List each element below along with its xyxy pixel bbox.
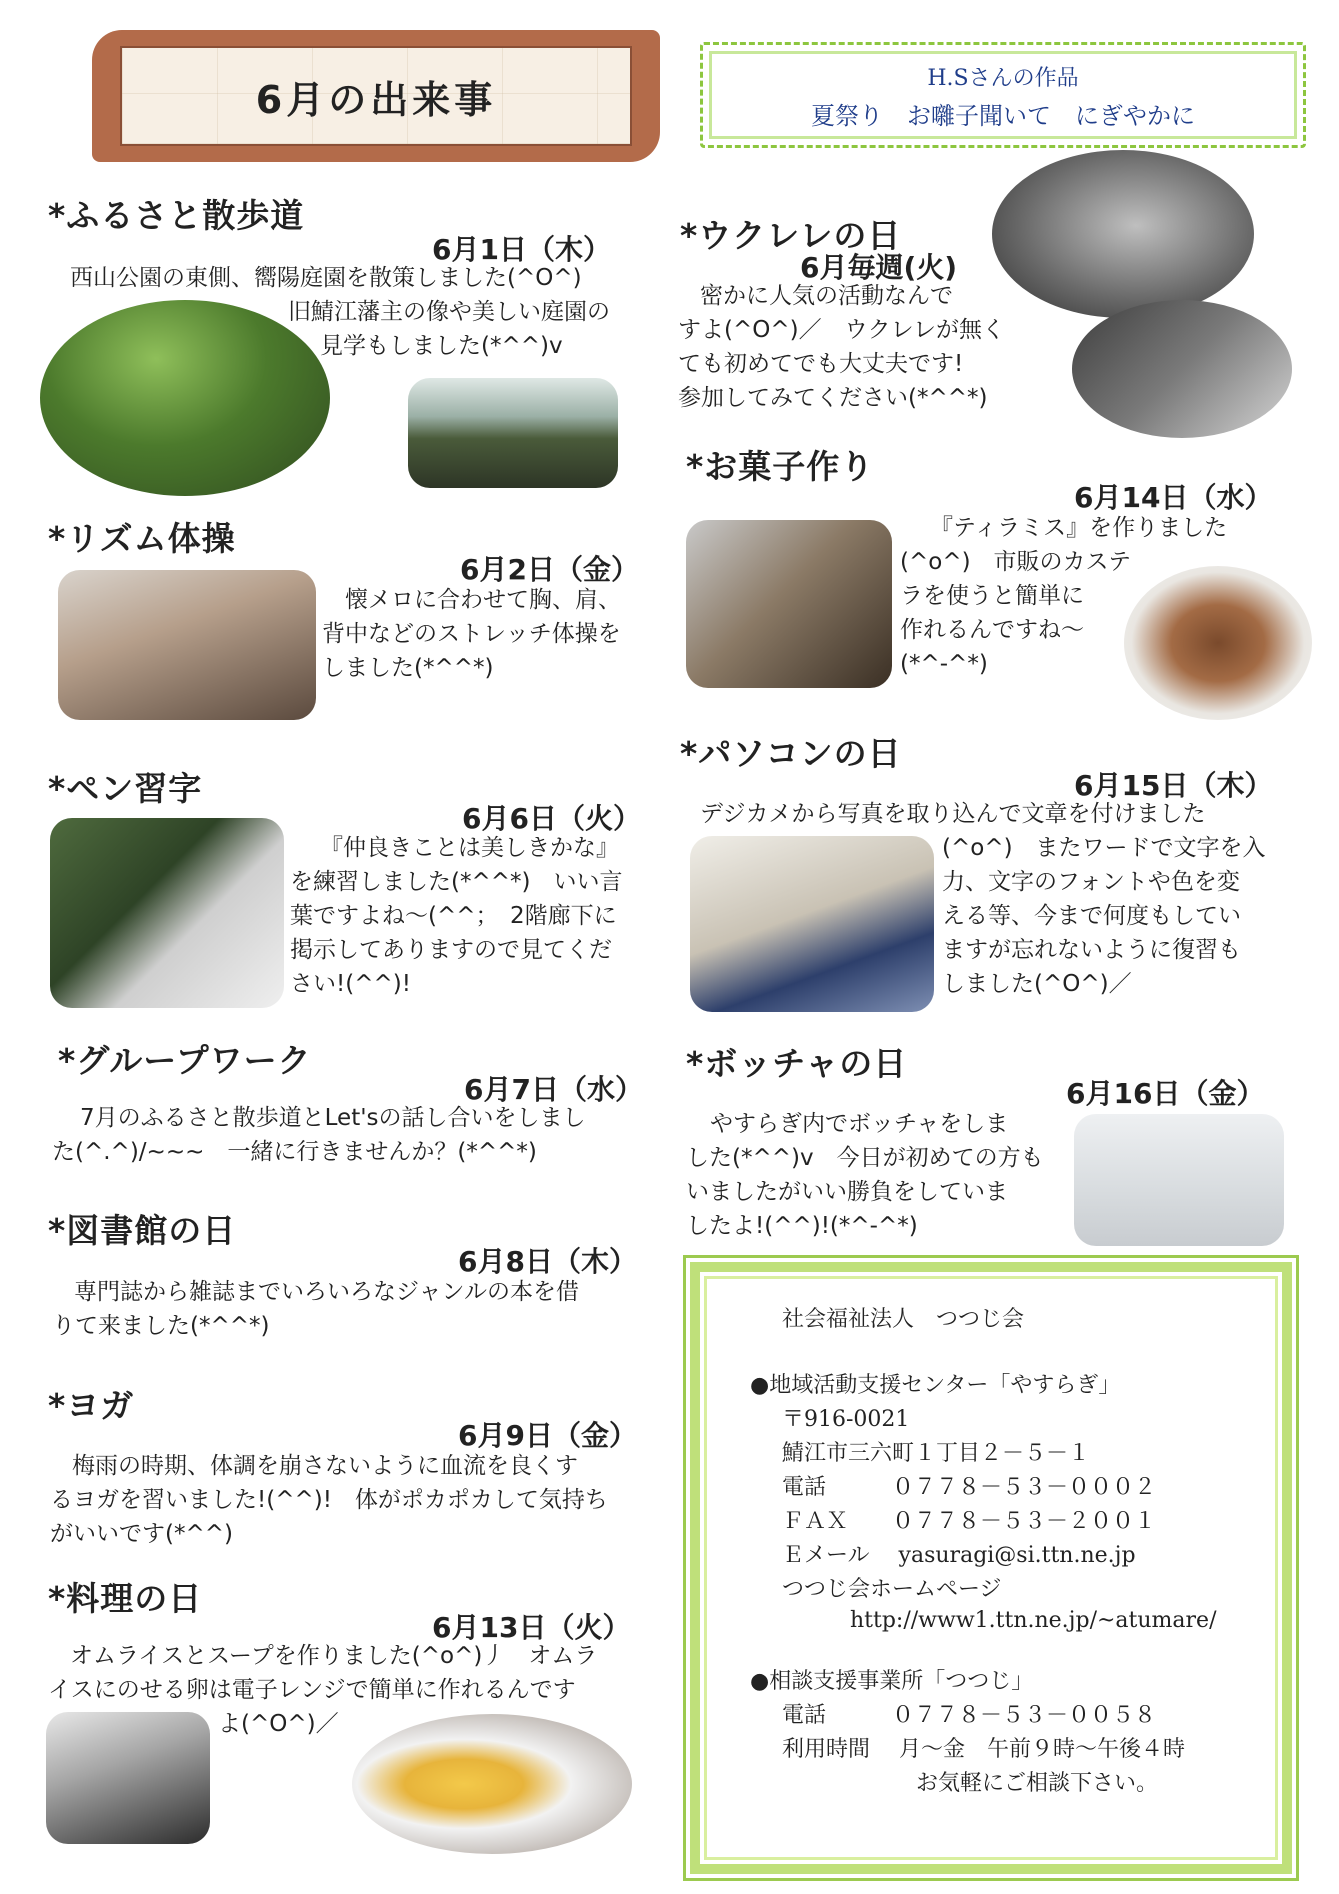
furusato-date: 6月1日（木） xyxy=(432,233,611,266)
contact-address: 鯖江市三六町１丁目２－５－１ xyxy=(782,1441,1091,1466)
group-title: *グループワーク xyxy=(58,1041,312,1080)
cooking-line2: イスにのせる卵は電子レンジで簡単に作れるんです xyxy=(48,1677,576,1703)
ukulele-line3: ても初めてでも大丈夫です! xyxy=(678,351,964,377)
contact-email[interactable]: Ｅメール yasuragi@si.ttn.ne.jp xyxy=(782,1543,1136,1568)
pen-date: 6月6日（火） xyxy=(462,802,641,835)
park-photo xyxy=(40,300,330,496)
pc-line4: える等、今まで何度もしてい xyxy=(942,903,1241,929)
contact-hp-url[interactable]: http://www1.ttn.ne.jp/~atumare/ xyxy=(850,1608,1217,1633)
furusato-line1: 西山公園の東側、嚮陽庭園を散策しました(^O^) xyxy=(70,265,582,291)
ukulele-line2: すよ(^O^)／ ウクレレが無く xyxy=(678,317,1006,343)
pc-date: 6月15日（木） xyxy=(1074,769,1273,802)
yoga-line3: がいいです(*^^) xyxy=(50,1521,233,1547)
poem-box xyxy=(700,42,1306,148)
boccia-line2: した(*^^)v 今日が初めての方も xyxy=(686,1145,1044,1171)
contact-box xyxy=(690,1262,1292,1874)
furusato-line2: 旧鯖江藩主の像や美しい庭園の xyxy=(288,299,610,325)
ukulele-title: *ウクレレの日 xyxy=(680,216,902,255)
contact-note: お気軽にご相談下さい。 xyxy=(916,1771,1159,1796)
pen-photo xyxy=(50,818,284,1008)
cooking-line3: よ(^O^)／ xyxy=(218,1711,339,1737)
yoga-line1: 梅雨の時期、体調を崩さないように血流を良くす xyxy=(72,1453,578,1479)
pc-title: *パソコンの日 xyxy=(680,734,902,773)
pc-line6: しました(^O^)／ xyxy=(942,971,1132,997)
rhythm-date: 6月2日（金） xyxy=(460,553,639,586)
sweets-date: 6月14日（水） xyxy=(1074,481,1273,514)
contact-hours: 利用時間 月～金 午前９時～午後４時 xyxy=(782,1737,1185,1762)
rhythm-photo xyxy=(58,570,316,720)
ukulele-photo-1 xyxy=(992,150,1254,318)
contact-org: 社会福祉法人 つつじ会 xyxy=(782,1307,1025,1332)
cooking-line1: オムライスとスープを作りました(^o^)丿 オムラ xyxy=(70,1643,598,1669)
pen-line2: を練習しました(*^^*) いい言 xyxy=(290,869,623,895)
sweets-line1: 『ティラミス』を作りました xyxy=(930,515,1228,541)
library-line1: 専門誌から雑誌までいろいろなジャンルの本を借 xyxy=(74,1279,579,1305)
boccia-date: 6月16日（金） xyxy=(1066,1077,1265,1110)
rhythm-line2: 背中などのストレッチ体操を xyxy=(322,621,621,647)
furusato-line3: 見学もしました(*^^)v xyxy=(320,333,563,359)
page-title: 6月の出来事 xyxy=(255,77,497,122)
sweets-line4: 作れるんですね～ xyxy=(900,617,1084,643)
ukulele-photo-2 xyxy=(1072,300,1292,438)
library-line2: りて来ました(*^^*) xyxy=(52,1313,270,1339)
rhythm-title: *リズム体操 xyxy=(48,519,236,558)
sweets-photo xyxy=(686,520,892,688)
library-title: *図書館の日 xyxy=(48,1211,237,1250)
contact-center: ●地域活動支援センター「やすらぎ」 xyxy=(750,1373,1121,1398)
ukulele-date: 6月毎週(火) xyxy=(800,251,958,284)
boccia-line4: したよ!(^^)!(*^-^*) xyxy=(686,1213,918,1239)
pen-line4: 掲示してありますので見てくだ xyxy=(290,937,612,963)
pen-line5: さい!(^^)! xyxy=(290,971,411,997)
pc-line2: (^o^) またワードで文字を入 xyxy=(942,835,1266,861)
cooking-date: 6月13日（火） xyxy=(432,1611,631,1644)
title-banner xyxy=(92,30,660,162)
group-line2: た(^.^)/~~~ 一緒に行きませんか？(*^^*) xyxy=(52,1139,537,1165)
furusato-title: *ふるさと散歩道 xyxy=(48,196,305,235)
ukulele-line4: 参加してみてください(*^^*) xyxy=(678,385,988,411)
rhythm-line3: しました(*^^*) xyxy=(322,655,494,681)
contact-fax: ＦＡＸ ０７７８－５３－２００１ xyxy=(782,1509,1157,1534)
pen-title: *ペン習字 xyxy=(48,769,203,808)
path-photo xyxy=(408,378,618,488)
contact-hp-label: つつじ会ホームページ xyxy=(782,1577,1002,1602)
pc-line1: デジカメから写真を取り込んで文章を付けました xyxy=(700,801,1206,827)
contact-tel: 電話 ０７７８－５３－０００２ xyxy=(782,1475,1157,1500)
rhythm-line1: 懐メロに合わせて胸、肩、 xyxy=(345,587,621,613)
sweets-line5: (*^-^*) xyxy=(900,651,988,677)
pen-line3: 葉ですよね～(^^； 2階廊下に xyxy=(290,903,617,929)
boccia-photo xyxy=(1074,1114,1284,1246)
group-date: 6月7日（水） xyxy=(464,1073,643,1106)
pc-photo xyxy=(690,836,934,1012)
pen-line1: 『仲良きことは美しきかな』 xyxy=(320,835,619,861)
group-line1: 7月のふるさと散歩道とLet'sの話し合いをしまし xyxy=(80,1105,586,1131)
contact-zip: 〒916-0021 xyxy=(782,1407,910,1432)
tiramisu-photo xyxy=(1124,566,1312,720)
omurice-photo xyxy=(352,1714,632,1854)
yoga-title: *ヨガ xyxy=(48,1386,135,1425)
cooking-title: *料理の日 xyxy=(48,1579,203,1618)
pc-line3: 力、文字のフォントや色を変 xyxy=(942,869,1240,895)
sweets-line3: ラを使うと簡単に xyxy=(900,583,1084,609)
contact-office-tel: 電話 ０７７８－５３－００５８ xyxy=(782,1703,1157,1728)
library-date: 6月8日（木） xyxy=(458,1245,637,1278)
yoga-date: 6月9日（金） xyxy=(458,1419,637,1452)
boccia-line3: いましたがいい勝負をしていま xyxy=(686,1179,1008,1205)
poem-text: 夏祭り お囃子聞いて にぎやかに xyxy=(811,102,1195,130)
contact-office: ●相談支援事業所「つつじ」 xyxy=(750,1669,1034,1694)
title-inner xyxy=(120,46,632,146)
poem-author: H.Sさんの作品 xyxy=(927,66,1079,91)
boccia-line1: やすらぎ内でボッチャをしま xyxy=(710,1111,1009,1137)
yoga-line2: るヨガを習いました!(^^)! 体がポカポカして気持ち xyxy=(50,1487,608,1513)
boccia-title: *ボッチャの日 xyxy=(686,1044,908,1083)
sweets-line2: (^o^) 市販のカステ xyxy=(900,549,1132,575)
ukulele-line1: 密かに人気の活動なんで xyxy=(700,283,953,309)
cooking-photo xyxy=(46,1712,210,1844)
sweets-title: *お菓子作り xyxy=(686,447,875,486)
pc-line5: ますが忘れないように復習も xyxy=(942,937,1241,963)
